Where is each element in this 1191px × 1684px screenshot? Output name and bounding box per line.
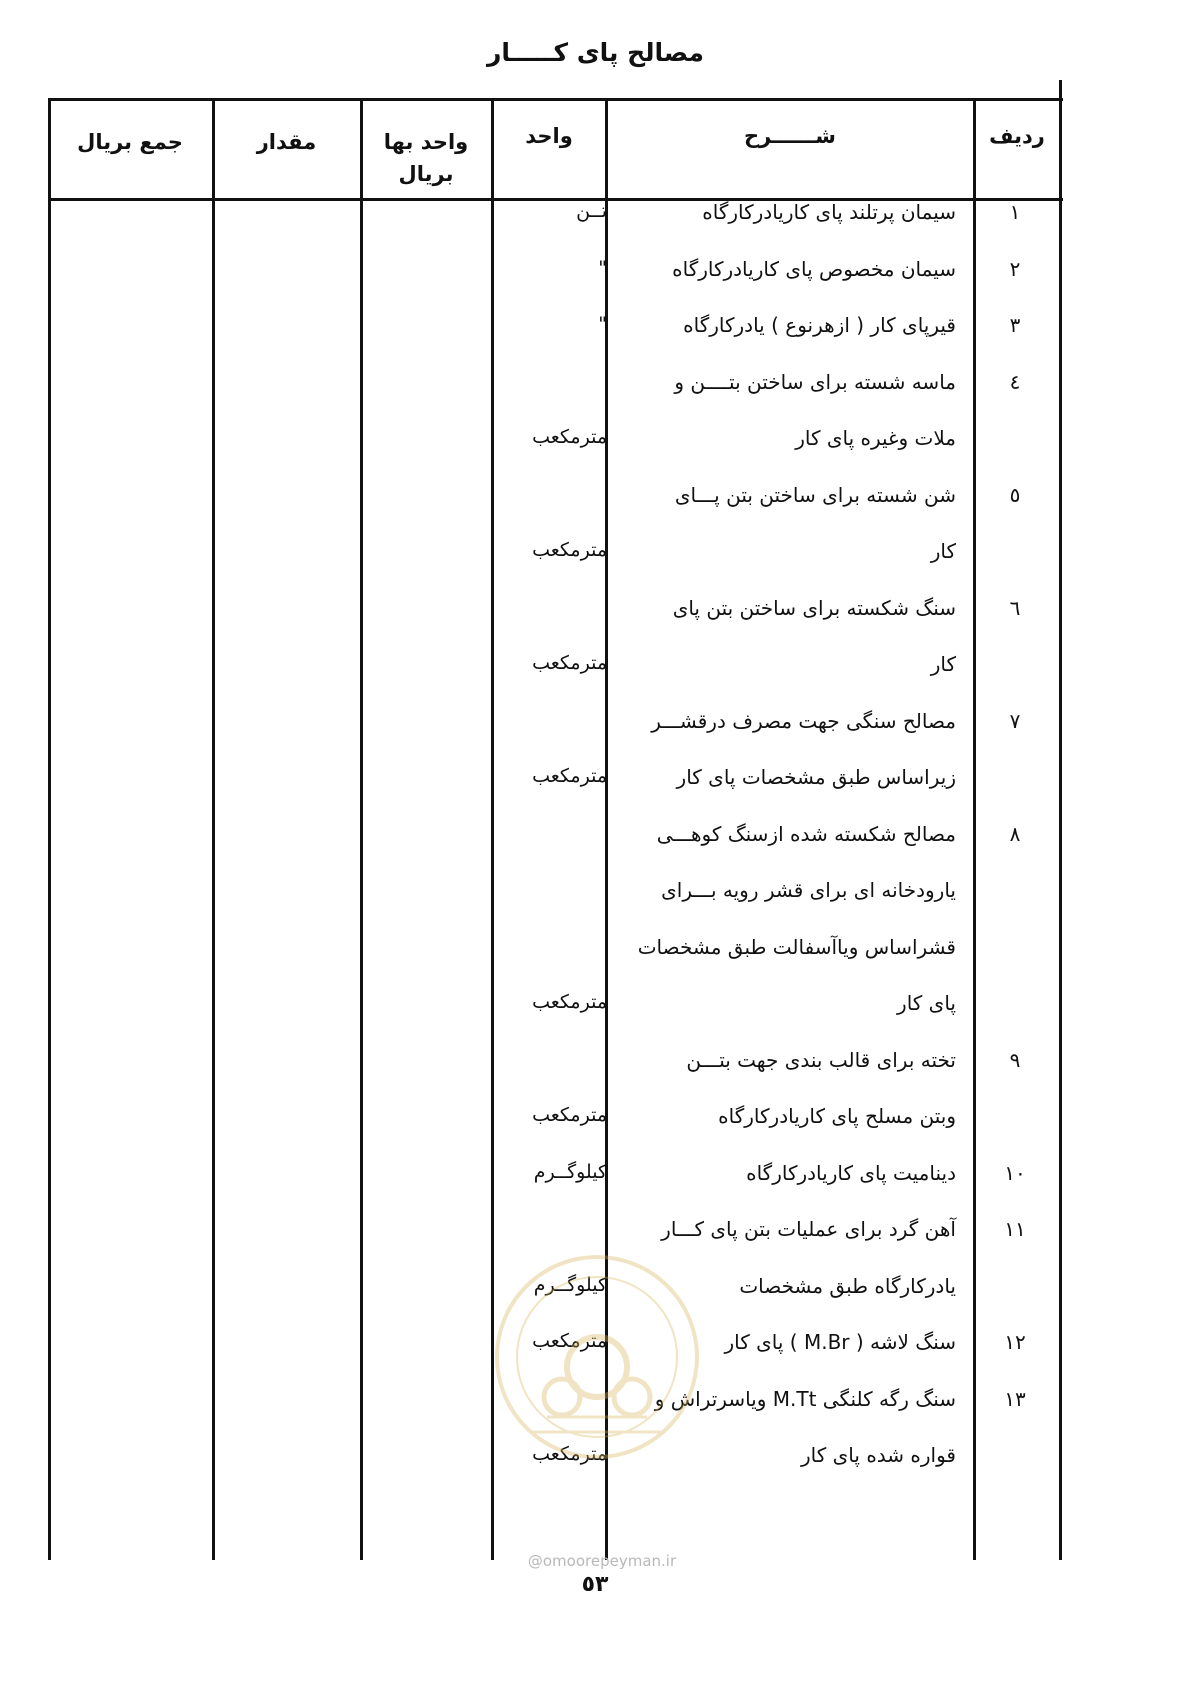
row-number: ۱۱ bbox=[1004, 1217, 1026, 1241]
header-description: شــــــرح bbox=[744, 124, 836, 148]
watermark-text: @omoorepeyman.ir bbox=[527, 1552, 677, 1570]
row-description-line: زیراساس طبق مشخصات پای کار bbox=[676, 765, 956, 789]
row-description-line: ملات وغیره پای کار bbox=[795, 426, 956, 450]
page-number: ٥٣ bbox=[581, 1572, 609, 1597]
row-description-line: مصالح شکسته شده ازسنگ کوهـــی bbox=[656, 821, 956, 846]
row-description-line: وبتن مسلح پای کاریادرکارگاه bbox=[718, 1104, 956, 1128]
header-unit-price: واحد بها bbox=[383, 130, 469, 154]
header-row-number: ردیف bbox=[989, 124, 1045, 148]
row-description-line: قشراساس ویاآسفالت طبق مشخصات bbox=[637, 934, 956, 959]
page-title: مصالح پای کـــــار bbox=[486, 38, 705, 67]
row-number: ۹ bbox=[1009, 1047, 1021, 1072]
table-top-border bbox=[48, 98, 1063, 101]
row-number: ۷ bbox=[1009, 708, 1021, 733]
row-number: ۱۳ bbox=[1004, 1386, 1026, 1411]
row-number: ٤ bbox=[1009, 369, 1021, 394]
row-description-line: پای کار bbox=[897, 991, 956, 1015]
column-divider bbox=[360, 98, 363, 1560]
row-unit: تــن bbox=[576, 200, 607, 222]
stamp-watermark-icon bbox=[492, 1252, 702, 1462]
row-description-line: سیمان مخصوص پای کاریادرکارگاه bbox=[672, 256, 956, 281]
header-total: جمع بریال bbox=[77, 130, 183, 154]
row-unit: مترمکعب bbox=[532, 765, 607, 787]
row-unit: مترمکعب bbox=[532, 1104, 607, 1126]
row-description-line: کار bbox=[930, 652, 956, 676]
column-divider bbox=[212, 98, 215, 1560]
row-description-line: دینامیت پای کاریادرکارگاه bbox=[746, 1160, 956, 1185]
row-description-line: کار bbox=[930, 539, 956, 563]
row-number: ۲ bbox=[1009, 256, 1021, 281]
row-description-line: یارودخانه ای برای قشر رویه بـــرای bbox=[661, 878, 956, 902]
row-unit: مترمکعب bbox=[532, 539, 607, 561]
row-unit: " bbox=[598, 313, 607, 335]
row-unit: مترمکعب bbox=[532, 991, 607, 1013]
row-description-line: تخته برای قالب بندی جهت بتـــن bbox=[686, 1047, 956, 1072]
row-unit: مترمکعب bbox=[532, 1443, 607, 1465]
row-description-line: سنگ رگه کلنگی M.Tt ویاسرتراش و bbox=[654, 1386, 956, 1411]
row-description-line: مصالح سنگی جهت مصرف درقشـــر bbox=[651, 708, 956, 733]
row-unit: کیلوگــرم bbox=[533, 1160, 607, 1183]
row-description-line: سیمان پرتلند پای کاریادرکارگاه bbox=[702, 200, 956, 224]
column-divider bbox=[48, 98, 51, 1560]
row-number: ٥ bbox=[1009, 482, 1021, 507]
row-number: ۱ bbox=[1009, 200, 1021, 224]
row-description-line: سنگ لاشه ( M.Br ) پای کار bbox=[724, 1330, 956, 1354]
row-description-line: یادرکارگاه طبق مشخصات bbox=[739, 1273, 956, 1298]
row-unit: " bbox=[598, 256, 607, 279]
column-divider bbox=[973, 98, 976, 1560]
row-description-line: آهن گرد برای عملیات بتن پای کـــار bbox=[661, 1217, 956, 1241]
row-number: ۸ bbox=[1009, 821, 1021, 846]
row-description-line: ماسه شسته برای ساختن بتــــن و bbox=[674, 369, 956, 394]
row-unit: مترمکعب bbox=[532, 652, 607, 674]
row-unit: مترمکعب bbox=[532, 426, 607, 448]
header-unit: واحد bbox=[525, 124, 573, 148]
header-unit-price-sub: بریال bbox=[398, 162, 454, 186]
row-number: ۱۲ bbox=[1004, 1330, 1026, 1354]
row-unit: کیلوگــرم bbox=[533, 1273, 607, 1296]
row-description-line: قواره شده پای کار bbox=[801, 1443, 956, 1467]
row-unit: مترمکعب bbox=[532, 1330, 607, 1352]
row-number: ۳ bbox=[1009, 313, 1021, 337]
row-number: ٦ bbox=[1009, 595, 1021, 620]
row-description-line: شن شسته برای ساختن بتن پـــای bbox=[674, 482, 956, 507]
row-description-line: سنگ شکسته برای ساختن بتن پای bbox=[672, 595, 956, 620]
row-description-line: قیرپای کار ( ازهرنوع ) یادرکارگاه bbox=[683, 313, 956, 337]
table-right-border bbox=[1059, 80, 1062, 1560]
row-number: ۱۰ bbox=[1004, 1160, 1026, 1185]
header-quantity: مقدار bbox=[256, 130, 317, 154]
